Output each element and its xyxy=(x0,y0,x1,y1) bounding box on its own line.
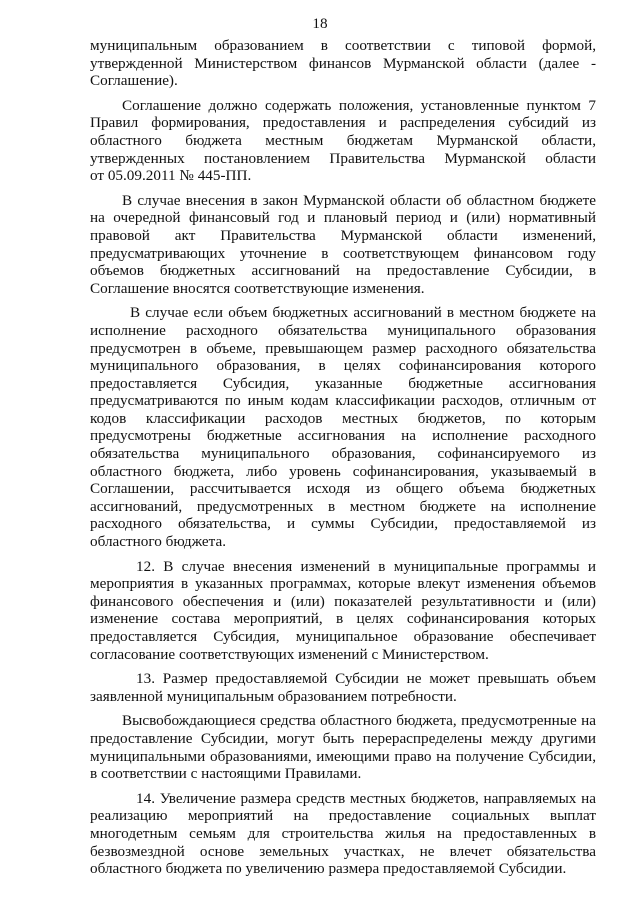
page-number: 18 xyxy=(312,15,328,32)
text-line: предоставление Субсидии, могут быть перераспределены между другими xyxy=(90,729,596,747)
text-line: ассигнований, предусмотренных в местном бюджете на исполнение xyxy=(90,497,596,515)
text-line: от 05.09.2011 № 445-ПП. xyxy=(90,167,252,185)
text-line: мероприятия в указанных программах, которые влекут изменения объемов xyxy=(90,575,596,593)
text-line: заявленной муниципальным образованием потребности. xyxy=(90,687,457,705)
text-line: Соглашении, рассчитывается исходя из общего объема бюджетных xyxy=(90,480,596,498)
paragraph xyxy=(90,97,596,185)
text-line: Соглашение). xyxy=(90,72,178,90)
text-line: муниципальным образованием в соответствии с типовой формой, xyxy=(90,37,596,54)
text-line: Высвобождающиеся средства областного бюджета, предусмотренные на xyxy=(122,712,596,730)
paragraph xyxy=(90,712,596,782)
text-line: кодов классификации расходов местных бюджетов, по которым xyxy=(90,409,596,427)
paragraph xyxy=(90,558,596,664)
text-line: предусмотрен в объеме, превышающем размер расходного обязательства xyxy=(90,339,596,357)
text-line: в соответствии с настоящими Правилами. xyxy=(90,765,362,783)
text-line: согласование соответствующих изменений с Министерством. xyxy=(90,645,489,663)
text-line: финансового обеспечения и (или) показателей результативности и (или) xyxy=(90,592,596,610)
text-line: муниципального образования, в целях софинансирования которого xyxy=(90,357,596,375)
text-line: Правил формирования, предоставления и распределения субсидий из xyxy=(90,114,596,132)
text-line: предусмотрены бюджетные ассигнования на исполнение расходного xyxy=(90,427,596,445)
text-line: Соглашение должно содержать положения, установленные пунктом 7 xyxy=(122,96,596,114)
text-line: на очередной финансовый год и плановый период и (или) нормативный xyxy=(90,209,596,227)
text-line: В случае если объем бюджетных ассигнований в местном бюджете на xyxy=(130,304,596,322)
text-line: 12. В случае внесения изменений в муниципальные программы и xyxy=(136,557,596,575)
text-line: предусматривающих уточнение в соответствующем финансовом году xyxy=(90,244,596,262)
text-line: муниципальными образованиями, имеющими право на получение Субсидии, xyxy=(90,747,596,765)
text-line: объемов бюджетных ассигнований на предоставление Субсидии, в xyxy=(90,262,596,280)
paragraph xyxy=(90,37,596,90)
text-line: Соглашение вносятся соответствующие изменения. xyxy=(90,279,425,297)
text-line: утвержденных постановлением Правительства Мурманской области xyxy=(90,149,596,167)
paragraph xyxy=(90,192,596,298)
text-line: обязательства муниципального образования, софинансируемого из xyxy=(90,445,596,463)
paragraph xyxy=(90,790,596,878)
text-line: областного бюджета. xyxy=(90,533,227,551)
text-line: изменение состава мероприятий, в целях софинансирования которых xyxy=(90,610,596,628)
document-body xyxy=(90,37,596,878)
text-line: многодетным семьям для строительства жилья на предоставленных в xyxy=(90,824,596,842)
text-line: утвержденной Министерством финансов Мурманской области (далее - xyxy=(90,54,596,72)
text-line: 14. Увеличение размера средств местных бюджетов, направляемых на xyxy=(136,789,596,807)
text-line: реализацию мероприятий на предоставление социальных выплат xyxy=(90,807,596,825)
paragraph xyxy=(90,304,596,550)
text-line: предоставляется Субсидия, указанные бюджетные ассигнования xyxy=(90,374,596,392)
text-line: областного бюджета, либо уровень софинансирования, указываемый в xyxy=(90,462,596,480)
text-line: исполнение расходного обязательства муниципального образования xyxy=(90,321,596,339)
text-line: расходного обязательства, и суммы Субсидии, предоставляемой из xyxy=(90,515,596,533)
paragraph xyxy=(90,670,596,705)
text-line: 13. Размер предоставляемой Субсидии не может превышать объем xyxy=(136,670,596,688)
text-line: безвозмездной основе земельных участках, не влечет обязательства xyxy=(90,842,596,860)
text-line: предоставляется Субсидия, муниципальное образование обеспечивает xyxy=(90,628,596,645)
text-line: областного бюджета по увеличению размера предоставляемой Субсидии. xyxy=(90,860,567,878)
text-line: предусматриваются по иным кодам классификации расходов, отличным от xyxy=(90,392,596,410)
text-line: областного бюджета местным бюджетам Мурманской области, xyxy=(90,131,596,149)
text-line: В случае внесения в закон Мурманской области об областном бюджете xyxy=(122,191,596,209)
text-line: правовой акт Правительства Мурманской области изменений, xyxy=(90,226,596,244)
